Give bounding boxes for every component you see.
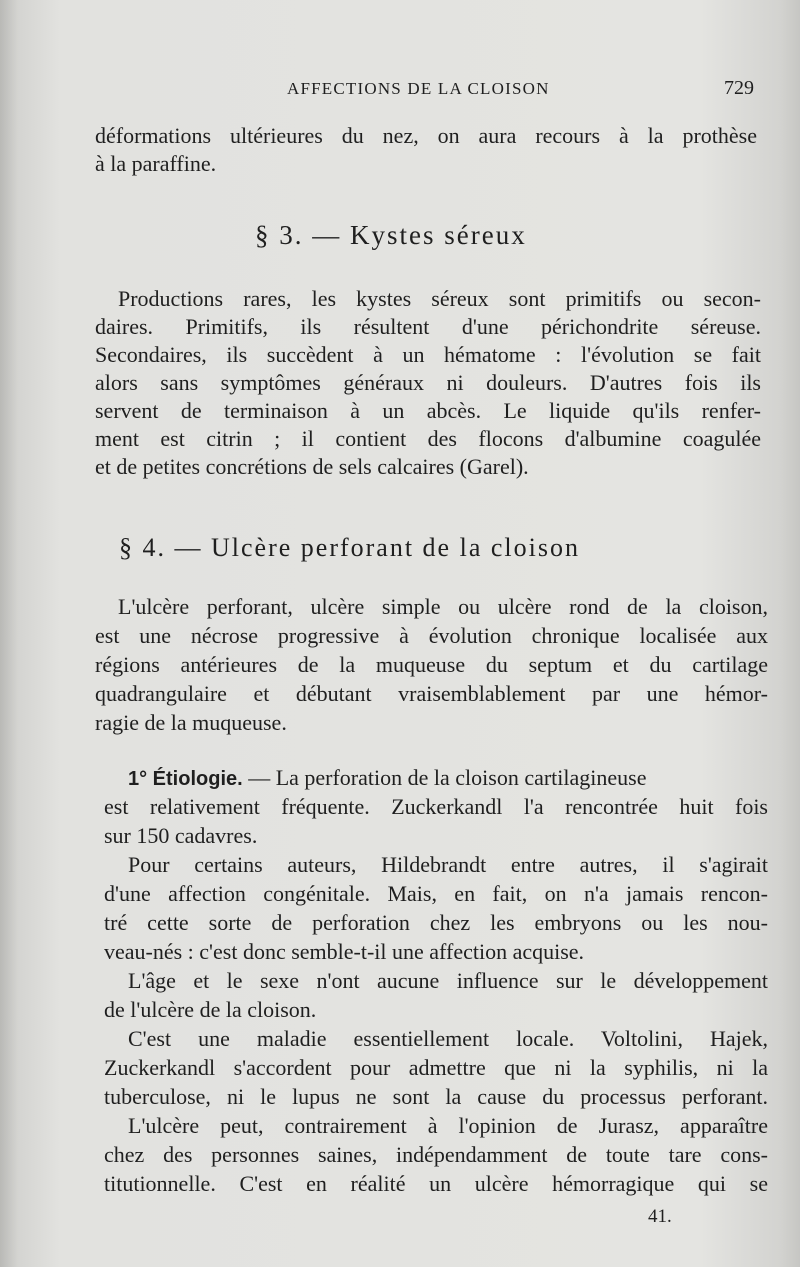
section-4-line-5: ragie de la muqueuse. bbox=[95, 710, 287, 735]
etiology-line-10: Zuckerkandl s'accordent pour admettre que ni la syphilis, ni la bbox=[104, 1055, 768, 1080]
section-3-line-1: Productions rares, les kystes séreux sont primitifs ou secon- bbox=[118, 286, 761, 311]
etiology-line-12: L'ulcère peut, contrairement à l'opinion de Jurasz, apparaître bbox=[128, 1113, 768, 1138]
page-number: 729 bbox=[724, 77, 754, 99]
section-3-heading: § 3. — Kystes séreux bbox=[255, 220, 527, 250]
etiology-line-1: est relativement fréquente. Zuckerkandl l'a rencontrée huit fois bbox=[104, 794, 768, 819]
etiology-line-3: Pour certains auteurs, Hildebrandt entre autres, il s'agirait bbox=[128, 852, 768, 877]
etiology-line-9: C'est une maladie essentiellement locale. Voltolini, Hajek, bbox=[128, 1026, 768, 1051]
signature-mark: 41. bbox=[648, 1206, 672, 1227]
intro-line-2: à la paraffine. bbox=[95, 151, 217, 176]
section-3-line-5: servent de terminaison à un abcès. Le liquide qu'ils renfer- bbox=[95, 398, 761, 423]
etiology-line-6: veau-nés : c'est donc semble-t-il une affection acquise. bbox=[104, 939, 585, 964]
section-3-line-3: Secondaires, ils succèdent à un hématome : l'évolution se fait bbox=[95, 342, 761, 367]
etiology-line-7: L'âge et le sexe n'ont aucune influence sur le développement bbox=[128, 968, 768, 993]
section-3-line-2: daires. Primitifs, ils résultent d'une périchondrite séreuse. bbox=[95, 314, 761, 339]
intro-line-1: déformations ultérieures du nez, on aura recours à la prothèse bbox=[95, 123, 757, 148]
section-3-line-7: et de petites concrétions de sels calcaires (Garel). bbox=[95, 454, 529, 479]
etiology-line-5: tré cette sorte de perforation chez les embryons ou les nou- bbox=[104, 910, 768, 935]
etiology-first-line bbox=[128, 764, 768, 793]
section-3-line-4: alors sans symptômes généraux ni douleurs. D'autres fois ils bbox=[95, 370, 761, 395]
etiology-line-13: chez des personnes saines, indépendamment de toute tare cons- bbox=[104, 1142, 768, 1167]
etiology-line-2: sur 150 cadavres. bbox=[104, 823, 258, 848]
etiology-line-4: d'une affection congénitale. Mais, en fait, on n'a jamais rencon- bbox=[104, 881, 768, 906]
section-4-heading: § 4. — Ulcère perforant de la cloison bbox=[119, 533, 580, 562]
etiology-first-line-text: — La perforation de la cloison cartilagineuse bbox=[242, 765, 647, 790]
etiology-line-14: titutionnelle. C'est en réalité un ulcère hémorragique qui se bbox=[104, 1171, 768, 1196]
section-4-line-4: quadrangulaire et débutant vraisemblablement par une hémor- bbox=[95, 681, 768, 706]
etiology-line-11: tuberculose, ni le lupus ne sont la cause du processus perforant. bbox=[104, 1084, 768, 1109]
section-4-line-2: est une nécrose progressive à évolution chronique localisée aux bbox=[95, 623, 768, 648]
etiology-label: 1° Étiologie. bbox=[128, 768, 243, 790]
section-4-line-1: L'ulcère perforant, ulcère simple ou ulcère rond de la cloison, bbox=[118, 594, 768, 619]
etiology-line-8: de l'ulcère de la cloison. bbox=[104, 997, 317, 1022]
section-4-line-3: régions antérieures de la muqueuse du septum et du cartilage bbox=[95, 652, 768, 677]
section-3-line-6: ment est citrin ; il contient des flocons d'albumine coagulée bbox=[95, 426, 761, 451]
running-title: AFFECTIONS DE LA CLOISON bbox=[287, 79, 550, 98]
